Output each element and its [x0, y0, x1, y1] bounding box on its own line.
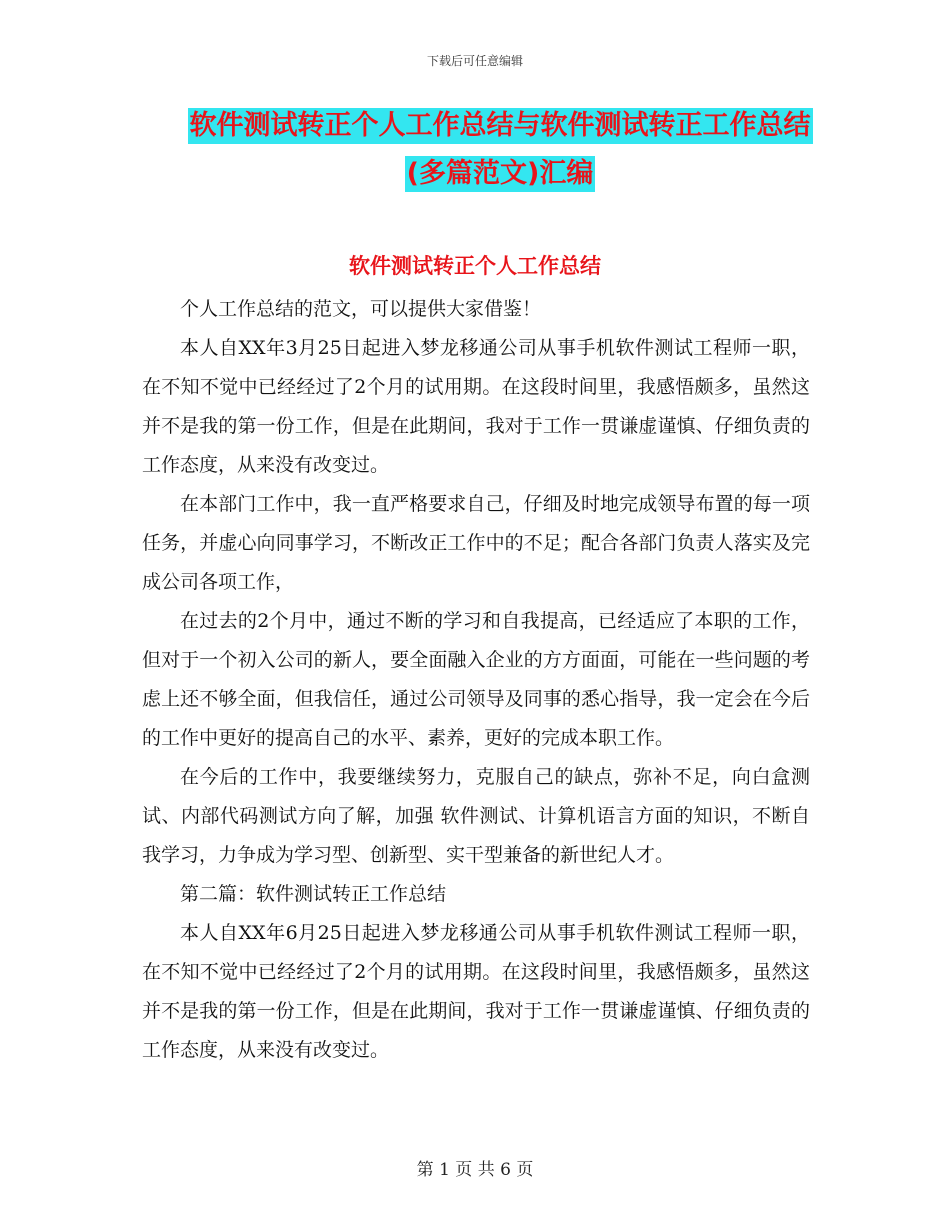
document-title	[150, 108, 850, 204]
section-heading: 软件测试转正个人工作总结	[349, 254, 601, 278]
document-body	[142, 290, 810, 1070]
paragraph: 本人自XX年6月25日起进入梦龙移通公司从事手机软件测试工程师一职，在不知不觉中已经经过了2个月的试用期。在这段时间里，我感悟颇多，虽然这并不是我的第一份工作，但是在此期间，我对于工作一贯谦虚谨慎、仔细负责的工作态度，从来没有改变过。	[142, 922, 810, 1061]
title-line-2: (多篇范文)汇编	[405, 156, 596, 192]
paragraph: 在今后的工作中，我要继续努力，克服自己的缺点，弥补不足，向白盒测试、内部代码测试方向了解，加强 软件测试、计算机语言方面的知识，不断自我学习，力争成为学习型、创新型、实干型兼备的新世纪人才。	[142, 766, 810, 866]
paragraph: 第二篇：软件测试转正工作总结	[180, 883, 447, 905]
paragraph: 本人自XX年3月25日起进入梦龙移通公司从事手机软件测试工程师一职，在不知不觉中已经经过了2个月的试用期。在这段时间里，我感悟颇多，虽然这并不是我的第一份工作，但是在此期间，我对于工作一贯谦虚谨慎、仔细负责的工作态度，从来没有改变过。	[142, 337, 810, 476]
paragraph: 在过去的2个月中，通过不断的学习和自我提高，已经适应了本职的工作，但对于一个初入公司的新人，要全面融入企业的方方面面，可能在一些问题的考虑上还不够全面，但我信任，通过公司领导及同事的悉心指导，我一定会在今后的工作中更好的提高自己的水平、素养，更好的完成本职工作。	[142, 610, 810, 749]
page-footer: 第 1 页 共 6 页	[416, 1160, 534, 1180]
paragraph: 个人工作总结的范文，可以提供大家借鉴！	[180, 298, 542, 320]
paragraph: 在本部门工作中，我一直严格要求自己，仔细及时地完成领导布置的每一项任务，并虚心向同事学习，不断改正工作中的不足；配合各部门负责人落实及完成公司各项工作，	[142, 493, 810, 593]
page-header: 下载后可任意编辑	[426, 54, 523, 68]
title-line-1: 软件测试转正个人工作总结与软件测试转正工作总结	[188, 108, 813, 144]
